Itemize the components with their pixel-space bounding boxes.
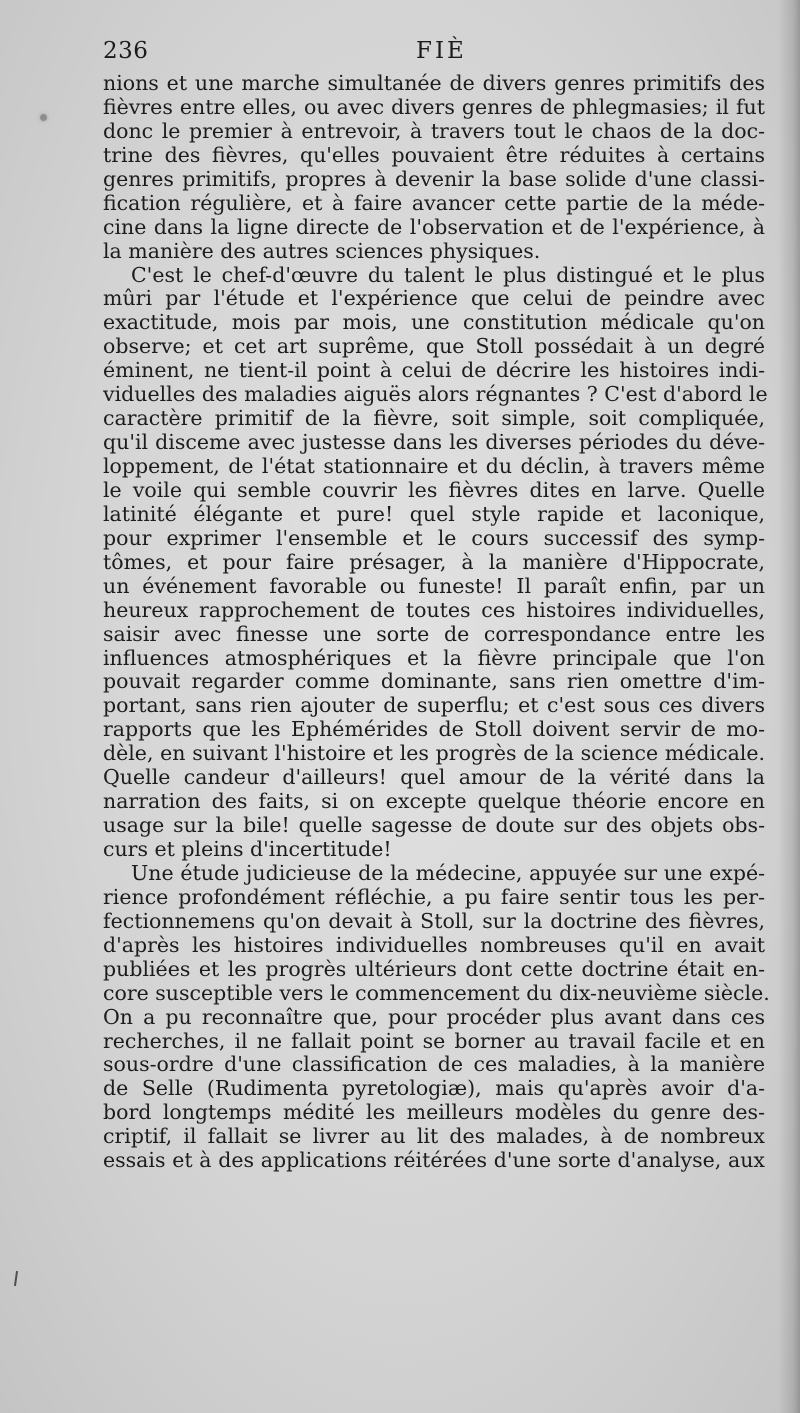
text-line: curs et pleins d'incertitude! xyxy=(103,837,392,861)
text-line: narration des faits, si on excepte quelque théorie encore en xyxy=(103,789,765,814)
text-line: influences atmosphériques et la fièvre principale que l'on xyxy=(103,645,765,670)
text-line: heureux rapprochement de toutes ces histoires individuelles, xyxy=(103,597,765,622)
text-line: la manière des autres sciences physiques. xyxy=(103,238,541,263)
text-line: le voile qui semble couvrir les fièvres dites en larve. Quelle xyxy=(103,477,765,502)
text-line: sous-ordre d'une classification de ces maladies, à la manière xyxy=(103,1052,765,1077)
text-line: exactitude, mois par mois, une constitution médicale qu'on xyxy=(103,310,765,335)
margin-mark xyxy=(14,1271,18,1286)
text-line: donc le premier à entrevoir, à travers tout le chaos de la doc- xyxy=(103,118,765,143)
paper-stain xyxy=(40,114,47,121)
text-line: cine dans la ligne directe de l'observation et de l'expérience, à xyxy=(103,214,765,239)
text-line: fièvres entre elles, ou avec divers genres de phlegmasies; il fut xyxy=(103,94,765,119)
page-header xyxy=(103,36,765,66)
text-line: dèle, en suivant l'histoire et les progrès de la science médicale. xyxy=(103,741,765,766)
text-line: fication régulière, et à faire avancer cette partie de la méde- xyxy=(103,190,765,215)
text-line: fectionnemens qu'on devait à Stoll, sur la doctrine des fièvres, xyxy=(103,908,765,933)
text-line: loppement, de l'état stationnaire et du déclin, à travers même xyxy=(103,454,765,478)
text-line: pour exprimer l'ensemble et le cours successif des symp- xyxy=(103,525,765,550)
text-line: usage sur la bile! quelle sagesse de doute sur des objets obs- xyxy=(103,813,765,838)
text-line: nions et une marche simultanée de divers genres primitifs des xyxy=(103,71,765,95)
text-line: mûri par l'étude et l'expérience que celui de peindre avec xyxy=(103,286,765,311)
text-line: rapports que les Ephémérides de Stoll doivent servir de mo- xyxy=(103,717,765,742)
page-number: 236 xyxy=(103,38,149,64)
text-line: un événement favorable ou funeste! Il paraît enfin, par un xyxy=(103,573,765,598)
text-line: tômes, et pour faire présager, à la manière d'Hippocrate, xyxy=(103,549,765,574)
text-line: publiées et les progrès ultérieurs dont cette doctrine était en- xyxy=(103,956,765,981)
text-line: recherches, il ne fallait point se borner au travail facile et en xyxy=(103,1028,765,1053)
text-line: Quelle candeur d'ailleurs! quel amour de la vérité dans la xyxy=(103,765,765,790)
running-head: FIÈ xyxy=(416,38,467,64)
text-line: bord longtemps médité les meilleurs modèles du genre des- xyxy=(103,1100,765,1125)
text-line: rience profondément réfléchie, a pu faire sentir tous les per- xyxy=(103,884,765,909)
text-line: Une étude judicieuse de la médecine, appuyée sur une expé- xyxy=(131,860,765,885)
text-line: de Selle (Rudimenta pyretologiæ), mais qu'après avoir d'a- xyxy=(103,1076,765,1101)
text-line: observe; et cet art suprême, que Stoll possédait à un degré xyxy=(103,334,765,359)
text-line: viduelles des maladies aiguës alors régnantes ? C'est d'abord le xyxy=(103,382,768,407)
text-line: éminent, ne tient-il point à celui de décrire les histoires indi- xyxy=(103,358,765,383)
text-line: criptif, il fallait se livrer au lit des malades, à de nombreux xyxy=(103,1124,765,1149)
text-line: qu'il disceme avec justesse dans les diverses périodes du déve- xyxy=(103,430,765,455)
text-line: On a pu reconnaître que, pour procéder plus avant dans ces xyxy=(103,1004,765,1029)
text-line: trine des fièvres, qu'elles pouvaient être réduites à certains xyxy=(103,142,765,167)
text-line: core susceptible vers le commencement du dix-neuvième siècle. xyxy=(103,980,770,1005)
text-line: pouvait regarder comme dominante, sans rien omettre d'im- xyxy=(103,669,765,694)
text-line: saisir avec finesse une sorte de correspondance entre les xyxy=(103,621,765,646)
text-line: caractère primitif de la fièvre, soit simple, soit compliquée, xyxy=(103,406,765,431)
text-line: d'après les histoires individuelles nombreuses qu'il en avait xyxy=(103,932,765,957)
page-gutter-shadow xyxy=(778,0,800,1413)
body-text xyxy=(103,71,770,1173)
text-line: portant, sans rien ajouter de superflu; et c'est sous ces divers xyxy=(103,693,765,718)
text-line: genres primitifs, propres à devenir la base solide d'une classi- xyxy=(103,166,765,191)
text-line: essais et à des applications réitérées d'une sorte d'analyse, aux xyxy=(103,1148,765,1173)
text-line: C'est le chef-d'œuvre du talent le plus distingué et le plus xyxy=(131,262,765,287)
text-line: latinité élégante et pure! quel style rapide et laconique, xyxy=(103,501,765,526)
